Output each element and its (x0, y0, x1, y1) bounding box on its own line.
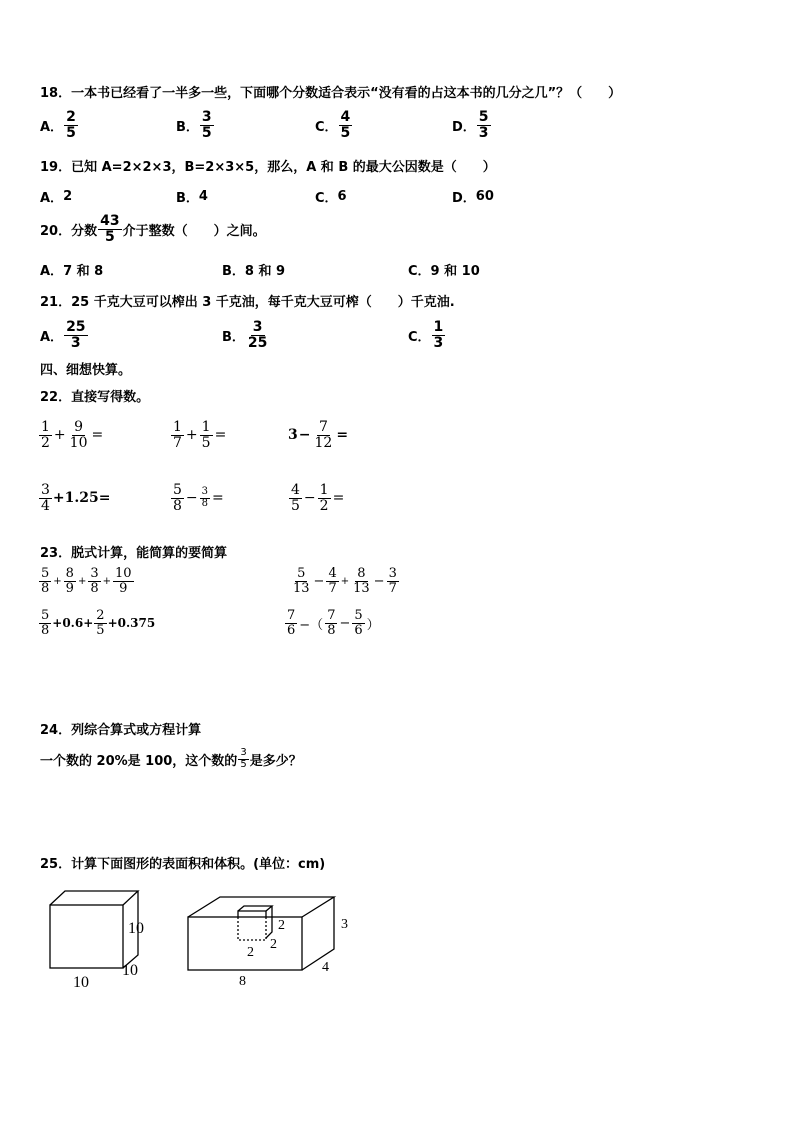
q19-text: 19．已知 A=2×2×3，B=2×3×5，那么，A 和 B 的最大公因数是（ ） (40, 160, 496, 175)
fraction: $\frac{8}{9}$ (65, 566, 74, 596)
q23-expr-4 (284, 609, 381, 637)
q22-expr-3 (288, 420, 349, 450)
q21-option-c[interactable] (408, 320, 446, 350)
cut-front-top (238, 911, 266, 917)
q23-expr-1 (38, 567, 135, 595)
q18-option-b[interactable] (176, 110, 215, 140)
q20-option-c[interactable] (408, 260, 480, 279)
cube-depth-label: 10 (122, 962, 138, 979)
option-value: 2 (63, 189, 73, 204)
cut-top-face (238, 906, 272, 911)
operator: + (53, 575, 62, 587)
fraction: $\frac{4}{5}$ (340, 109, 351, 141)
q25-title: 25．计算下面图形的表面积和体积。(单位：cm) (40, 857, 326, 872)
q20-prefix: 20．分数 (40, 223, 98, 239)
operator: + (185, 427, 198, 444)
q24-text-b: 是多少？ (249, 753, 302, 769)
option-value: 60 (475, 189, 494, 204)
fraction: $\frac{9}{10}$ (69, 419, 88, 451)
operator: + (77, 575, 87, 587)
fraction: $\frac{1}{2}$ (41, 419, 50, 451)
fraction: $\frac{3}{8}$ (201, 486, 209, 509)
option-value: 9 和 10 (430, 264, 480, 279)
q19-option-b[interactable] (176, 187, 208, 206)
q22-title: 22．直接写得数。 (40, 390, 150, 405)
option-value: 4 (198, 189, 208, 204)
q20-text (40, 214, 266, 244)
q22-expr-2 (170, 420, 227, 450)
fraction: $\frac{1}{7}$ (173, 419, 182, 451)
cuboid-height-label: 3 (341, 917, 348, 932)
fraction: $\frac{4}{5}$ (291, 482, 300, 514)
fraction: $\frac{43}{5}$ (100, 213, 120, 245)
cube-top-face (50, 891, 138, 905)
q18-text: 18．一本书已经看了一半多一些，下面哪个分数适合表示“没有看的占这本书的几分之几”？（ ） (40, 86, 622, 101)
option-label: C． (315, 119, 338, 135)
option-label: A． (40, 264, 64, 279)
q22-expr-6 (288, 483, 345, 513)
option-label: C． (315, 191, 338, 206)
fraction: $\frac{3}{8}$ (90, 566, 99, 596)
cube-front-face (50, 905, 123, 968)
q23-expr-3 (38, 609, 155, 637)
q23-expr-2 (290, 567, 400, 595)
option-label: D． (452, 119, 476, 135)
q24-text-a: 一个数的 20%是 100，这个数的 (40, 753, 238, 769)
cut-height-label: 2 (278, 918, 285, 933)
q21-option-a[interactable] (40, 320, 89, 350)
operator: − (303, 490, 316, 507)
equals-sign: = (336, 427, 349, 444)
operator: − (313, 573, 325, 589)
option-value: 8 和 9 (244, 264, 286, 279)
q24-title: 24．列综合算式或方程计算 (40, 723, 202, 738)
cube-width-label: 10 (73, 974, 89, 991)
fraction: $\frac{1}{3}$ (433, 319, 444, 351)
fraction: $\frac{3}{5}$ (201, 109, 212, 141)
q20-option-b[interactable] (222, 260, 285, 279)
option-label: A． (40, 119, 64, 135)
cut-depth-label: 2 (270, 937, 277, 952)
option-label: B． (222, 329, 245, 345)
expression-rest: +1.25= (52, 490, 111, 507)
operator: − (298, 427, 311, 444)
q18-option-d[interactable] (452, 110, 492, 140)
cuboid-width-label: 4 (322, 960, 329, 975)
cut-width-label: 2 (247, 945, 254, 960)
fraction: $\frac{5}{8}$ (173, 482, 182, 514)
option-value: 6 (337, 189, 347, 204)
operator: −（ (299, 617, 324, 633)
operator: + (53, 427, 66, 444)
fraction: $\frac{2}{5}$ (66, 109, 76, 141)
fraction: $\frac{10}{9}$ (115, 566, 132, 596)
fraction: $\frac{2}{5}$ (96, 608, 105, 638)
cuboid-side-face (302, 897, 334, 970)
option-label: D． (452, 191, 476, 206)
cut-hidden-edges (238, 917, 266, 940)
fraction: $\frac{5}{8}$ (41, 566, 50, 596)
q18-option-c[interactable] (315, 110, 353, 140)
fraction: $\frac{5}{6}$ (354, 608, 363, 638)
option-label: C． (408, 264, 431, 279)
fraction: $\frac{3}{4}$ (41, 482, 50, 514)
cube-figure (50, 891, 138, 968)
expression-part: +0.6+ (52, 616, 94, 631)
q19-option-c[interactable] (315, 187, 347, 206)
option-label: A． (40, 191, 64, 206)
q22-expr-5 (170, 483, 225, 513)
q18-option-a[interactable] (40, 110, 79, 140)
q21-text: 21．25 千克大豆可以榨出 3 千克油，每千克大豆可榨（ ）千克油. (40, 295, 455, 310)
fraction: $\frac{1}{2}$ (319, 482, 329, 514)
expression-part: +0.375 (107, 616, 156, 631)
q23-title: 23．脱式计算，能简算的要简算 (40, 546, 228, 561)
q21-option-b[interactable] (222, 320, 270, 350)
fraction: $\frac{7}{6}$ (287, 608, 296, 638)
equals-sign: = (214, 427, 227, 444)
whole-number: 3 (288, 427, 298, 444)
operator: − (373, 573, 385, 589)
q19-option-a[interactable] (40, 187, 72, 206)
option-label: B． (176, 119, 199, 135)
q19-option-d[interactable] (452, 187, 494, 206)
fraction: $\frac{5}{13}$ (293, 566, 310, 596)
q22-expr-1 (38, 420, 104, 450)
equals-sign: = (332, 490, 345, 507)
fraction: $\frac{3}{7}$ (388, 566, 397, 596)
operator: − (185, 490, 198, 507)
cuboid-figure (188, 897, 334, 970)
equals-sign: = (91, 427, 104, 444)
cube-height-label: 10 (128, 920, 144, 937)
option-label: A． (40, 329, 64, 345)
operator: ） (366, 617, 380, 633)
section-heading: 四、细想快算。 (40, 363, 132, 378)
fraction: $\frac{1}{5}$ (201, 419, 211, 451)
q25-figures (40, 885, 380, 995)
operator: + (340, 575, 350, 587)
fraction: $\frac{7}{12}$ (314, 419, 333, 451)
option-label: B． (222, 264, 245, 279)
fraction: $\frac{7}{8}$ (327, 608, 336, 638)
fraction: $\frac{3}{5}$ (240, 747, 247, 770)
cuboid-top-face (188, 897, 334, 917)
equals-sign: = (212, 490, 224, 507)
q24-text (40, 748, 302, 770)
q20-suffix: 介于整数（ ）之间。 (122, 223, 266, 239)
fraction: $\frac{3}{25}$ (247, 319, 268, 351)
cuboid-length-label: 8 (239, 974, 246, 989)
fraction: $\frac{8}{13}$ (353, 566, 370, 596)
fraction: $\frac{5}{3}$ (478, 109, 489, 141)
option-value: 7 和 8 (63, 264, 104, 279)
fraction: $\frac{25}{3}$ (66, 319, 86, 351)
q22-expr-4 (38, 483, 110, 513)
operator: + (102, 575, 112, 587)
operator: − (339, 615, 351, 631)
fraction: $\frac{4}{7}$ (328, 566, 337, 596)
option-label: B． (176, 191, 199, 206)
fraction: $\frac{5}{8}$ (41, 608, 50, 638)
option-label: C． (408, 329, 431, 345)
q20-option-a[interactable] (40, 260, 103, 279)
